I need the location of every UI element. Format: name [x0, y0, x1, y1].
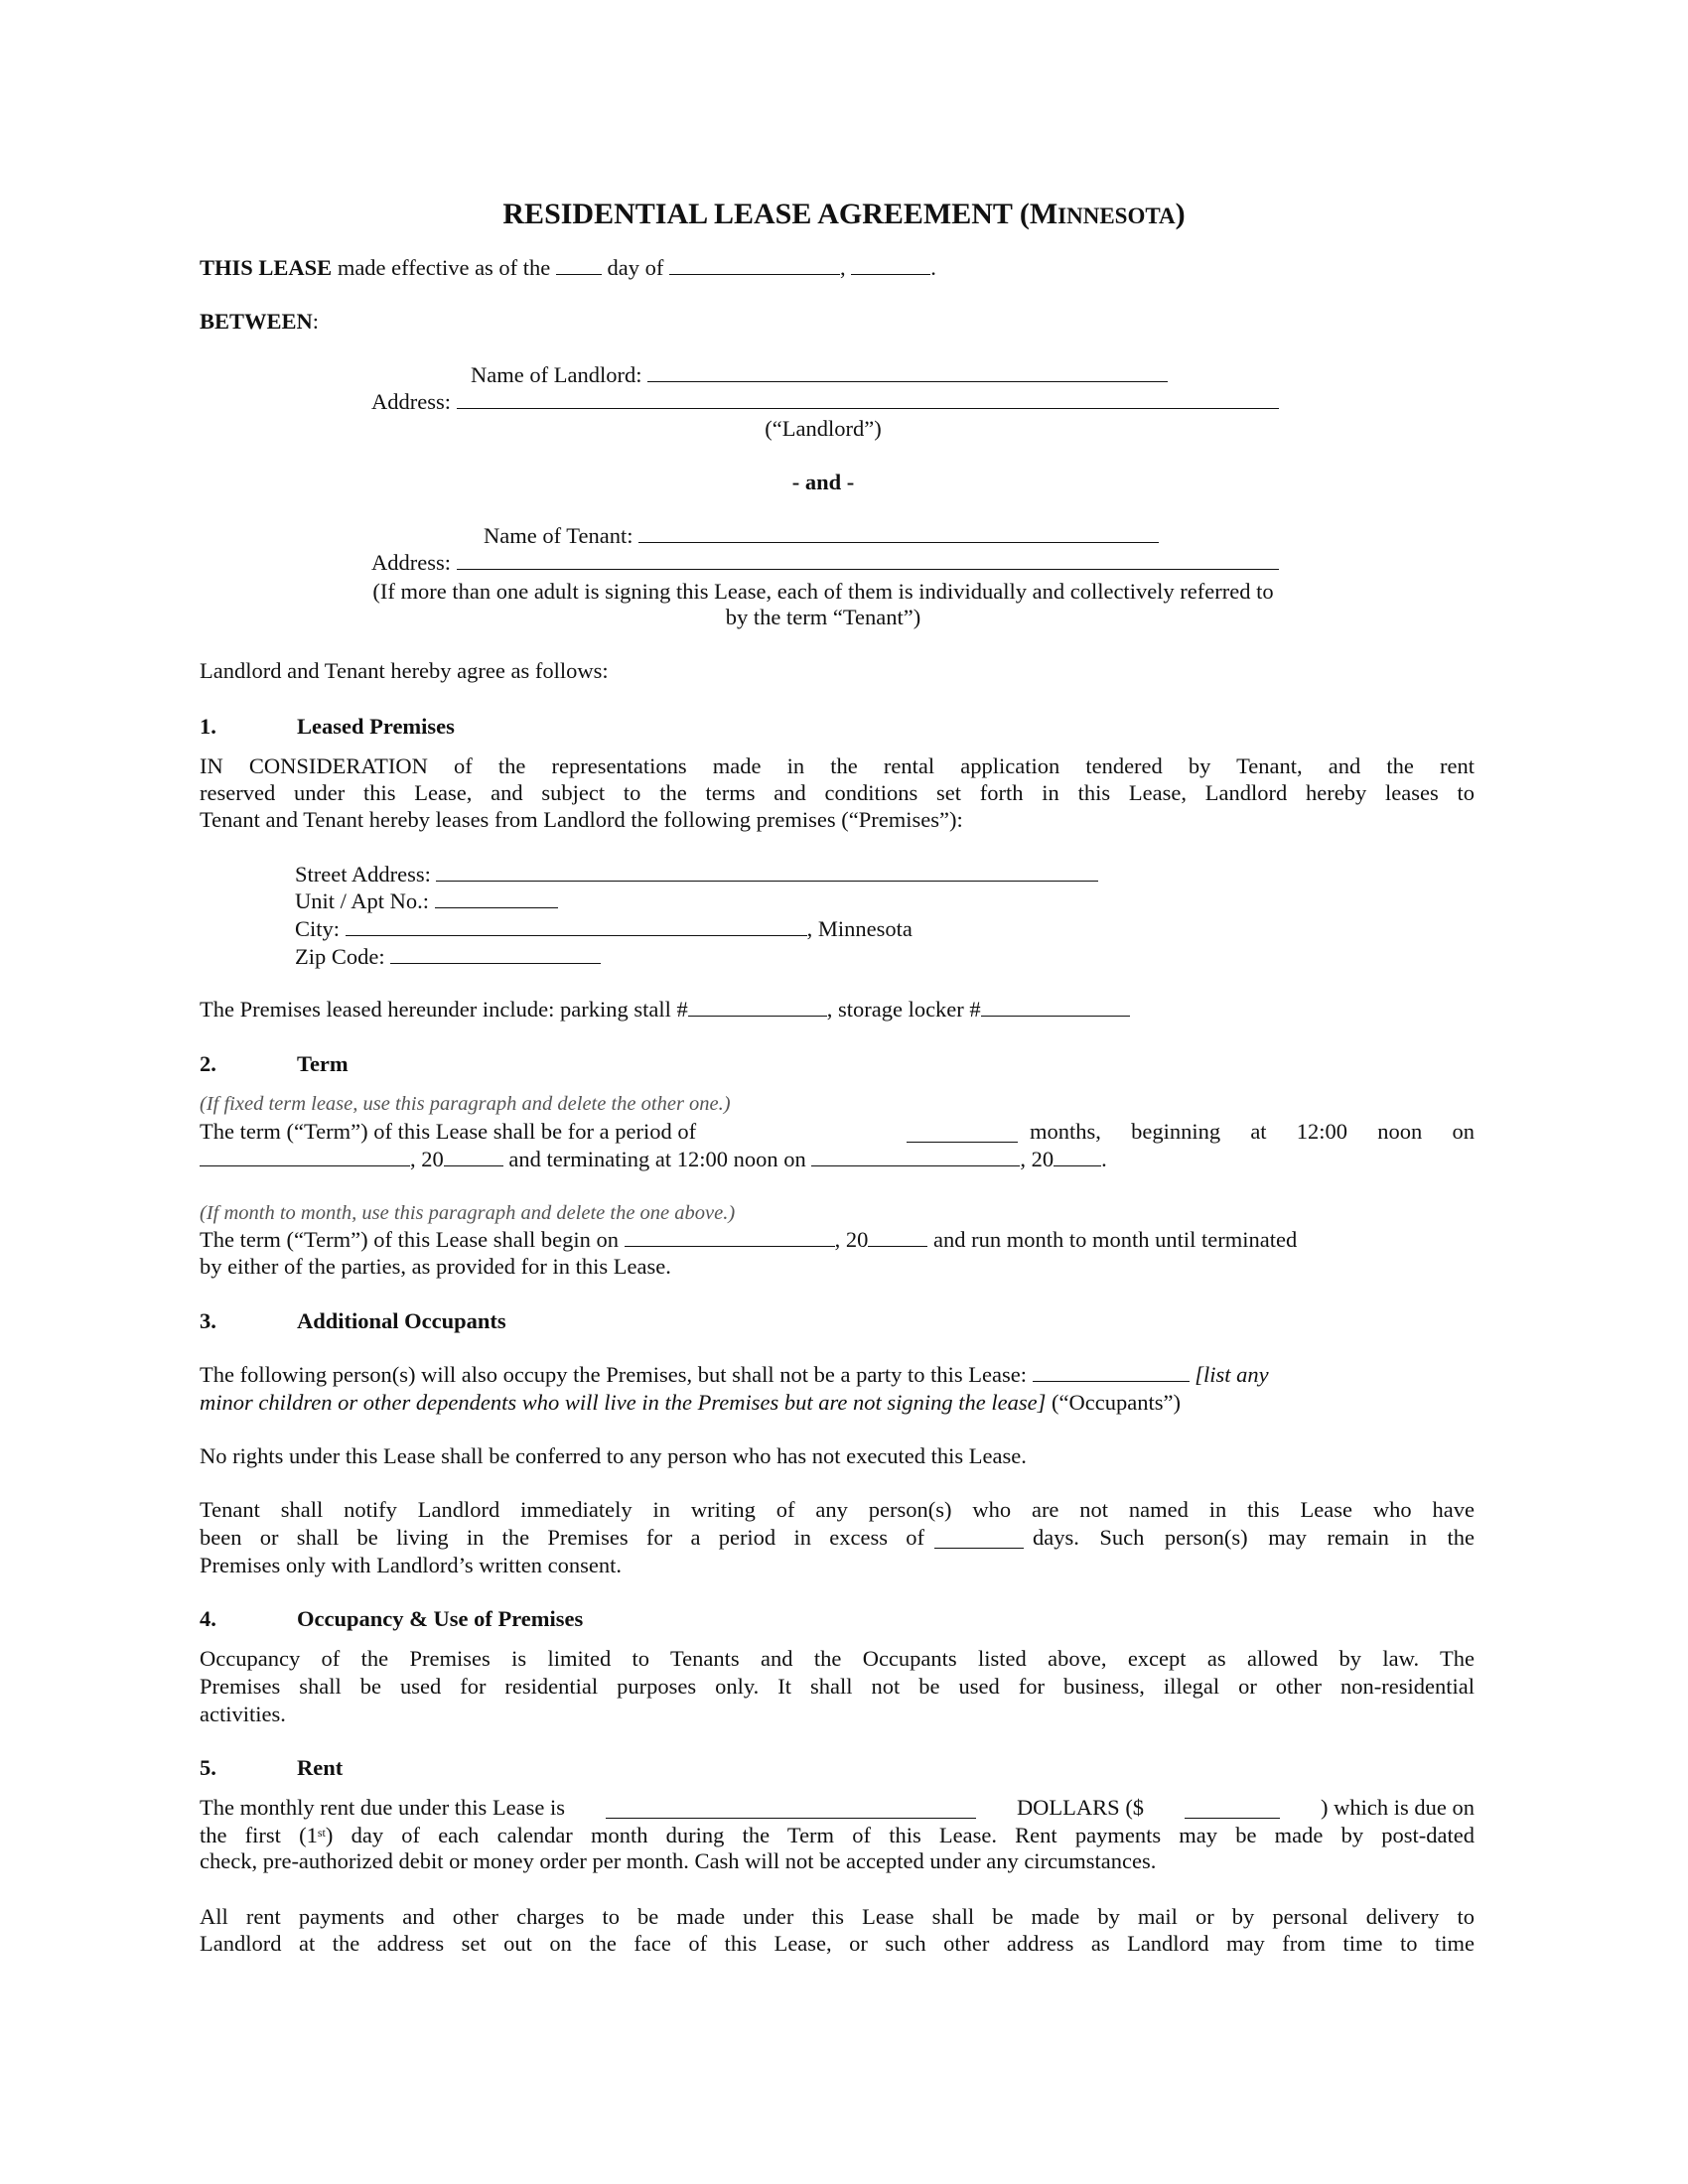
- unit-field: Unit / Apt No.:: [295, 887, 1189, 914]
- effective-day-blank[interactable]: [556, 254, 602, 275]
- section-5-heading: 5. Rent: [200, 1755, 344, 1780]
- tenant-name-field: Name of Tenant:: [484, 522, 1278, 549]
- section-1-para-line: Tenant and Tenant hereby leases from Landlord the following premises (“Premises”):: [200, 807, 963, 832]
- section-1-para-line: IN CONSIDERATION of the representations made in the rental application tendered by Tenant, and the rent: [200, 753, 1475, 778]
- landlord-name-field: Name of Landlord:: [471, 361, 1265, 388]
- landlord-name-blank[interactable]: [647, 361, 1168, 382]
- term-end-year-blank[interactable]: [1054, 1146, 1101, 1166]
- document-title: RESIDENTIAL LEASE AGREEMENT (MINNESOTA): [502, 198, 1186, 230]
- no-rights-statement: No rights under this Lease shall be conferred to any person who has not executed this Lease.: [200, 1443, 1027, 1468]
- section-1-para-line: reserved under this Lease, and subject to the terms and conditions set forth in this Lease, Landlord hereby leases to: [200, 780, 1475, 805]
- landlord-defined-term: (“Landlord”): [765, 416, 882, 441]
- payment-line: Landlord at the address set out on the face of this Lease, or such other address as Landlord may from time to time: [200, 1931, 1475, 1956]
- rent-line2: the first (1st) day of each calendar month during the Term of this Lease. Rent payments may be made by post-dated: [200, 1823, 1475, 1847]
- occupants-blank[interactable]: [1033, 1361, 1190, 1382]
- monthly-term-line1: The term (“Term”) of this Lease shall begin on , 20 and run month to month until terminated: [200, 1227, 1298, 1252]
- between-label: BETWEEN:: [200, 309, 320, 334]
- effective-year-blank[interactable]: [851, 254, 930, 275]
- street-address-blank[interactable]: [436, 861, 1098, 882]
- tenant-note-line2: by the term “Tenant”): [725, 605, 921, 629]
- zip-blank[interactable]: [390, 943, 601, 964]
- occupants-line2: minor children or other dependents who will live in the Premises but are not signing the lease] (“Occupants”): [200, 1390, 1181, 1415]
- days-blank[interactable]: [934, 1528, 1024, 1549]
- intro-line: THIS LEASE made effective as of the day of , .: [200, 255, 936, 280]
- term-start-date-blank[interactable]: [200, 1146, 410, 1166]
- notify-line2-text-a: been or shall be living in the Premises for a period in excess of: [200, 1525, 924, 1550]
- fixed-term-line2: , 20 and terminating at 12:00 noon on , 20 .: [200, 1146, 1475, 1172]
- and-separator: - and -: [791, 470, 855, 494]
- rent-amount-blank[interactable]: [1185, 1798, 1280, 1819]
- notify-line2: [200, 1524, 1475, 1551]
- monthly-term-note: (If month to month, use this paragraph and delete the one above.): [200, 1202, 736, 1224]
- fixed-term-text-b: months, beginning at 12:00 noon on: [1030, 1119, 1475, 1144]
- tenant-address-blank[interactable]: [457, 549, 1279, 570]
- notify-line1: Tenant shall notify Landlord immediately in writing of any person(s) who are not named in this Lease who have: [200, 1497, 1475, 1522]
- rent-text-b: DOLLARS ($: [1016, 1795, 1145, 1820]
- term-end-date-blank[interactable]: [811, 1146, 1020, 1166]
- city-field: City: , Minnesota: [295, 916, 913, 941]
- rent-line3: check, pre-authorized debit or money order per month. Cash will not be accepted under any circumstances.: [200, 1848, 1157, 1873]
- zip-field: Zip Code:: [295, 943, 1189, 970]
- landlord-address-blank[interactable]: [457, 388, 1279, 409]
- rent-text-a: The monthly rent due under this Lease is: [200, 1795, 566, 1820]
- rent-text-c: ) which is due on: [1320, 1795, 1475, 1820]
- term-start-year-blank[interactable]: [444, 1146, 503, 1166]
- payment-line: All rent payments and other charges to be made under this Lease shall be made by mail or by personal delivery to: [200, 1904, 1475, 1929]
- fixed-term-line1: [200, 1118, 1475, 1145]
- monthly-start-year-blank[interactable]: [868, 1226, 927, 1247]
- rent-words-blank[interactable]: [606, 1798, 976, 1819]
- monthly-term-line2: by either of the parties, as provided for in this Lease.: [200, 1254, 671, 1279]
- monthly-start-date-blank[interactable]: [625, 1226, 835, 1247]
- landlord-address-field: Address:: [371, 388, 1315, 415]
- effective-month-blank[interactable]: [669, 254, 840, 275]
- section-4-para-line: activities.: [200, 1702, 286, 1726]
- rent-line1: [200, 1794, 1475, 1821]
- section-4-para-line: Premises shall be used for residential purposes only. It shall not be used for business, illegal or other non-residential: [200, 1674, 1475, 1699]
- street-address-field: Street Address:: [295, 861, 1189, 887]
- occupants-line1: The following person(s) will also occupy the Premises, but shall not be a party to this Lease: [list any: [200, 1362, 1269, 1387]
- section-4-heading: 4. Occupancy & Use of Premises: [200, 1606, 584, 1631]
- unit-blank[interactable]: [435, 887, 558, 908]
- tenant-name-blank[interactable]: [638, 522, 1159, 543]
- section-1-heading: 1. Leased Premises: [200, 714, 455, 739]
- city-blank[interactable]: [346, 915, 807, 936]
- tenant-address-field: Address:: [371, 549, 1315, 576]
- premises-includes-line: The Premises leased hereunder include: parking stall # , storage locker #: [200, 996, 1475, 1023]
- section-3-heading: 3. Additional Occupants: [200, 1308, 506, 1333]
- storage-locker-blank[interactable]: [981, 996, 1130, 1017]
- section-4-para-line: Occupancy of the Premises is limited to Tenants and the Occupants listed above, except as allowed by law. The: [200, 1646, 1475, 1671]
- fixed-term-text-a: The term (“Term”) of this Lease shall be for a period of: [200, 1119, 697, 1144]
- fixed-term-note: (If fixed term lease, use this paragraph and delete the other one.): [200, 1093, 731, 1115]
- notify-line2-text-b: days. Such person(s) may remain in the: [1033, 1525, 1475, 1550]
- term-months-blank[interactable]: [907, 1122, 1018, 1143]
- parking-stall-blank[interactable]: [688, 996, 827, 1017]
- tenant-note-line1: (If more than one adult is signing this Lease, each of them is individually and collectively referred to: [372, 579, 1274, 604]
- agree-statement: Landlord and Tenant hereby agree as follows:: [200, 658, 609, 683]
- section-2-heading: 2. Term: [200, 1051, 349, 1076]
- notify-line3: Premises only with Landlord’s written consent.: [200, 1553, 622, 1577]
